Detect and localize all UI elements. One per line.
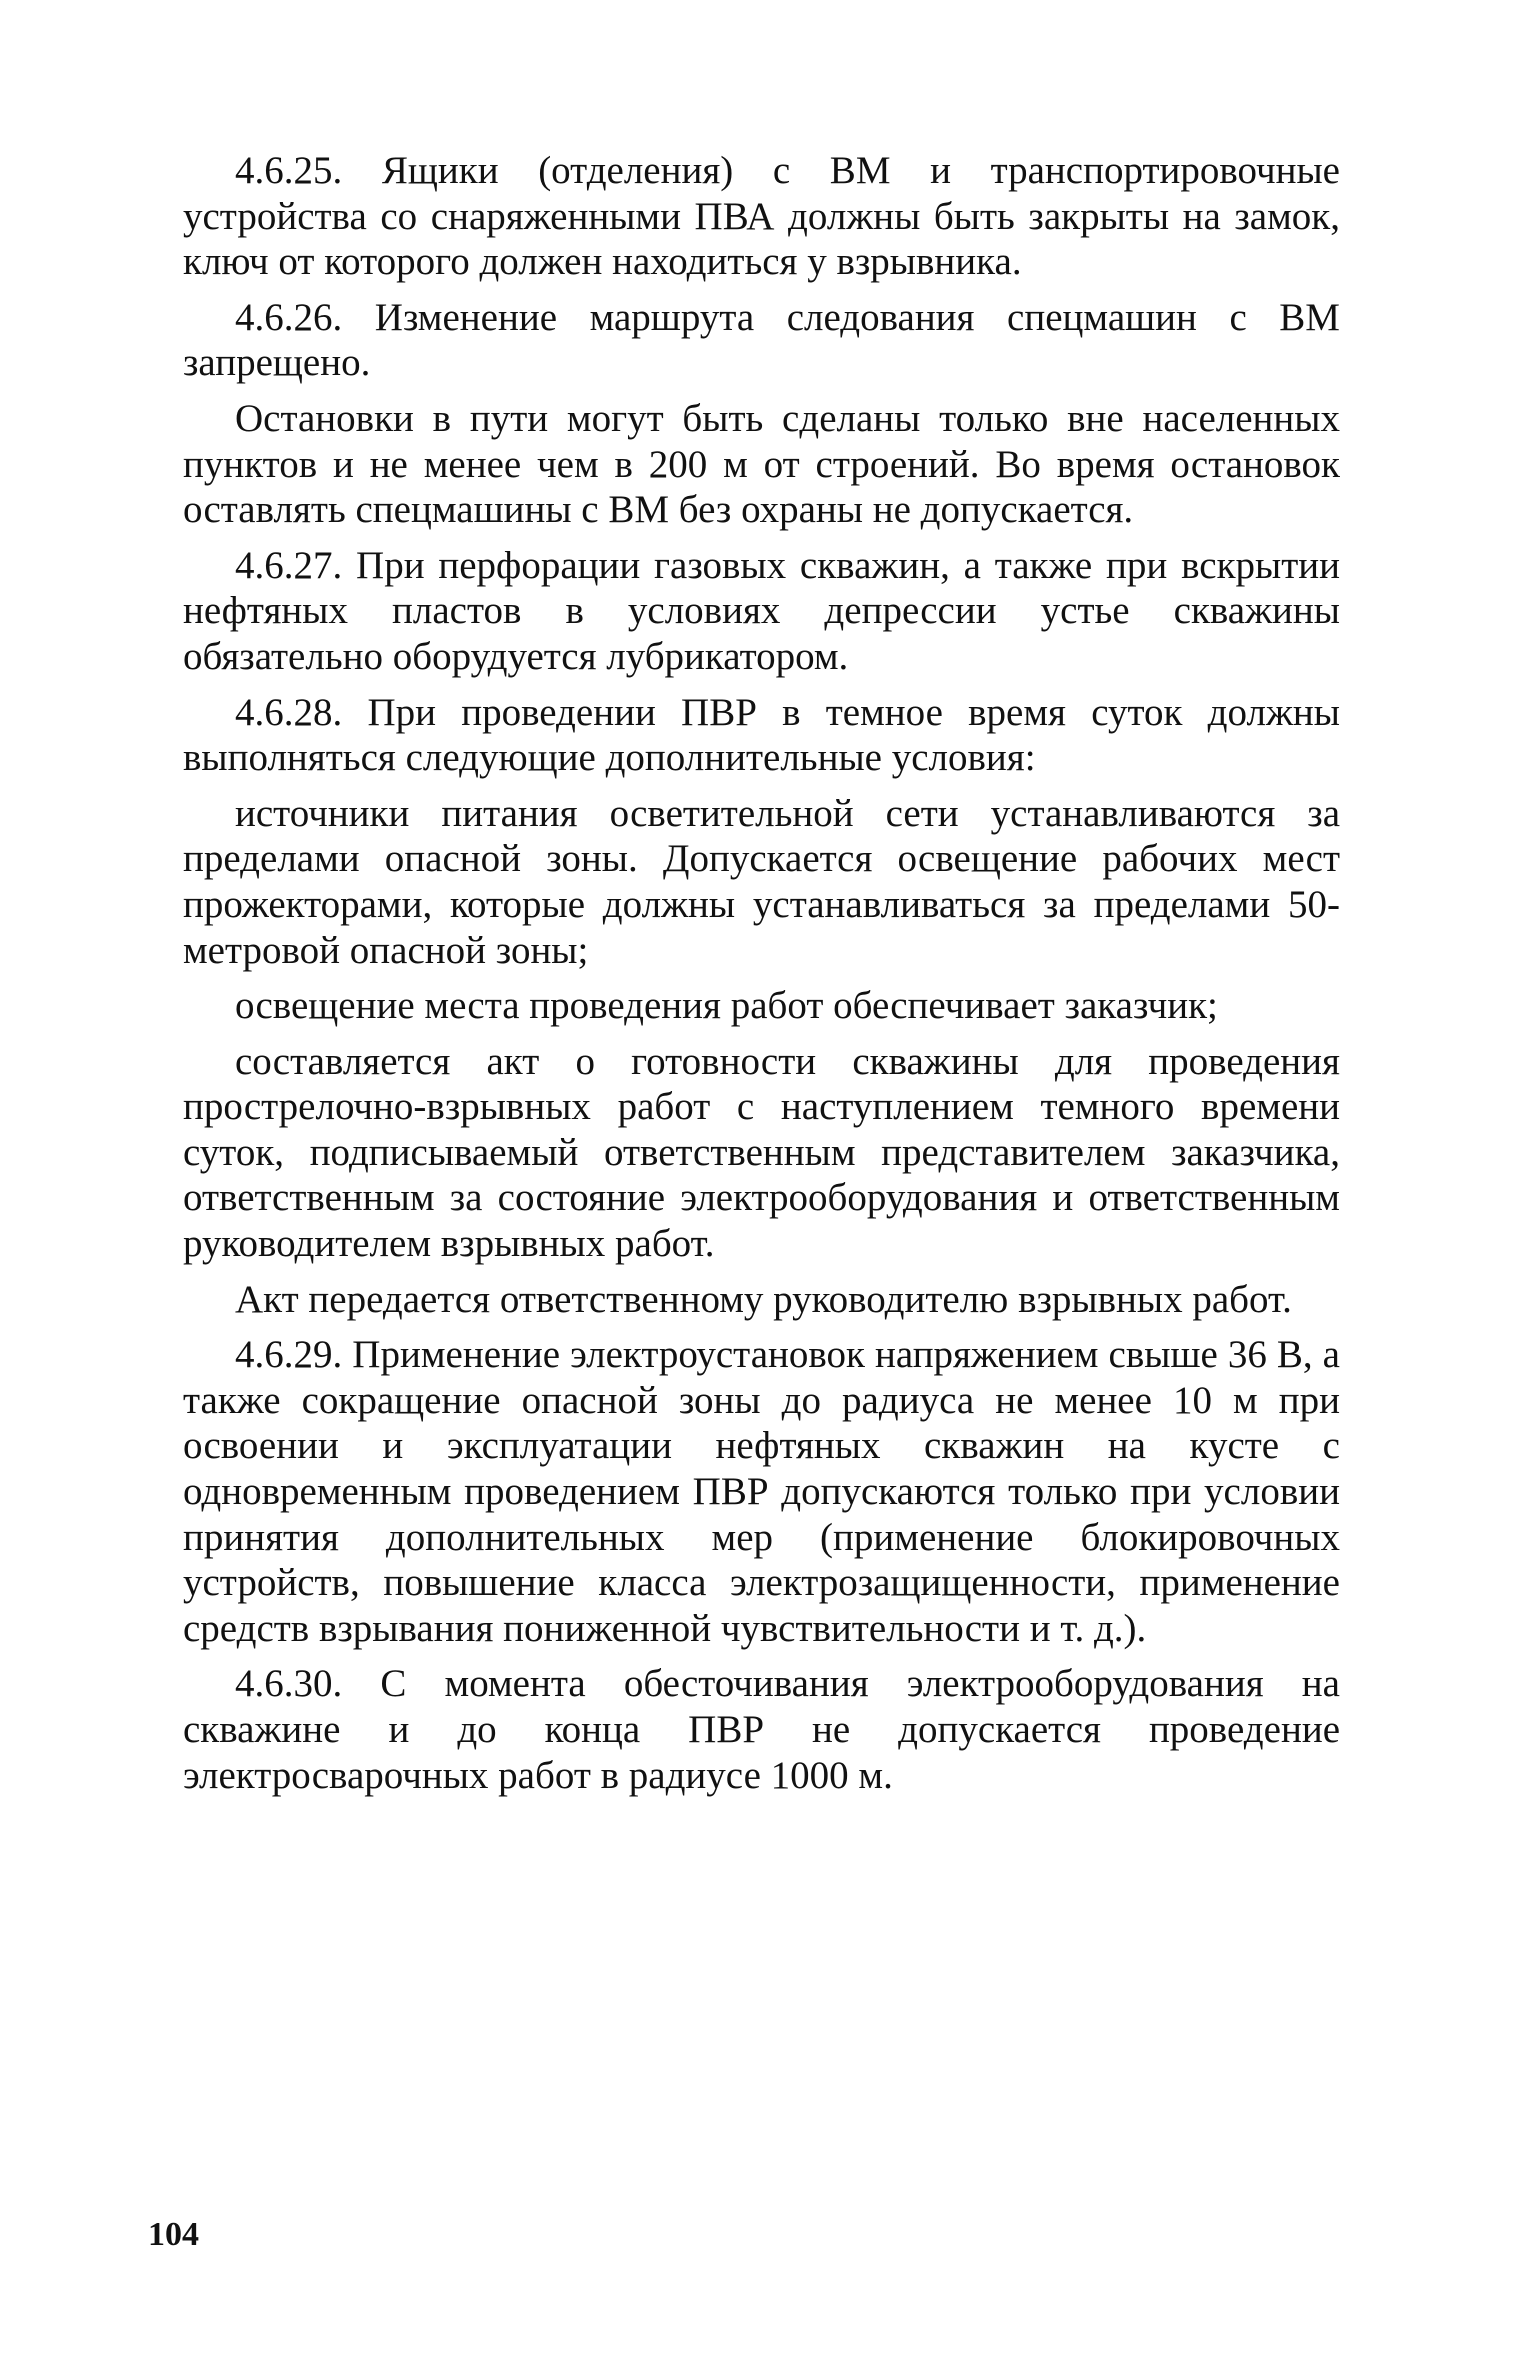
- paragraph-4-6-28: 4.6.28. При проведении ПВР в темное время суток должны выполняться следующие дополнительные условия:: [183, 690, 1340, 780]
- paragraph-lighting-customer: освещение места проведения работ обеспечивает заказчик;: [235, 984, 1218, 1028]
- paragraph-4-6-27: 4.6.27. При перфорации газовых скважин, а также при вскрытии нефтяных пластов в условиях депрессии устье скважины обязательно оборудуется лубрикатором.: [183, 543, 1340, 678]
- paragraph-readiness-act: составляется акт о готовности скважины для проведения прострелочно-взрывных работ с наступлением темного времени суток, подписываемый ответственным представителем заказчика, ответственным за состояние электрооборудования и ответственным руководителем взрывных работ.: [183, 1039, 1340, 1266]
- paragraph-act-transfer: Акт передается ответственному руководителю взрывных работ.: [235, 1277, 1292, 1321]
- paragraph-lighting-sources: источники питания осветительной сети устанавливаются за пределами опасной зоны. Допускается освещение рабочих мест прожекторами, которые должны устанавливаться за пределами 50-метровой опасной зоны;: [183, 791, 1340, 972]
- paragraph-4-6-26: 4.6.26. Изменение маршрута следования спецмашин с ВМ запрещено.: [183, 295, 1340, 385]
- paragraph-4-6-25: 4.6.25. Ящики (отделения) с ВМ и транспортировочные устройства со снаряженными ПВА должны быть закрыты на замок, ключ от которого должен находиться у взрывника.: [183, 149, 1340, 284]
- body-text: [183, 148, 1340, 1808]
- paragraph-4-6-30: 4.6.30. С момента обесточивания электрооборудования на скважине и до конца ПВР не допускается проведение электросварочных работ в радиусе 1000 м.: [183, 1662, 1340, 1797]
- paragraph-4-6-29: 4.6.29. Применение электроустановок напряжением свыше 36 В, а также сокращение опасной зоны до радиуса не менее 10 м при освоении и эксплуатации нефтяных скважин на кусте с одновременным проведением ПВР допускаются только при условии принятия дополнительных мер (применение блокировочных устройств, повышение класса электрозащищенности, применение средств взрывания пониженной чувствительности и т. д.).: [183, 1333, 1340, 1650]
- paragraph-stops: Остановки в пути могут быть сделаны только вне населенных пунктов и не менее чем в 200 м от строений. Во время остановок оставлять спецмашины с ВМ без охраны не допускается.: [183, 396, 1340, 532]
- page-number: 104: [148, 2216, 199, 2253]
